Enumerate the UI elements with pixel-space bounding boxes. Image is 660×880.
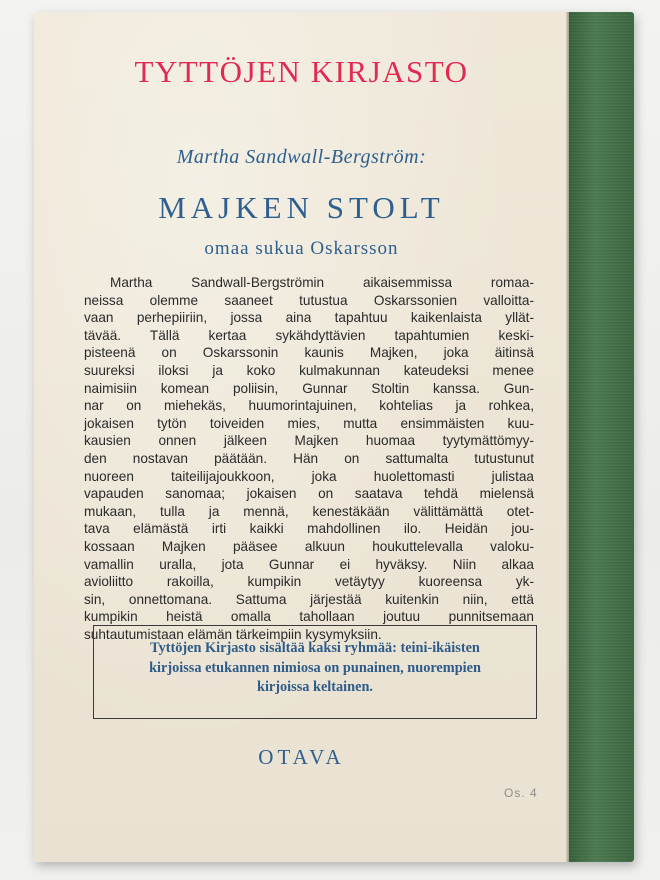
description-line: vaan perhepiiriin, jossa aina tapahtuu kaikenlaista yllät- bbox=[84, 310, 534, 326]
book-description bbox=[84, 274, 534, 643]
description-line: nuoreen taiteilijajoukkoon, joka huolettomasti julistaa bbox=[84, 468, 534, 484]
description-line: kossaan Majken pääsee alkuun houkuttelevalla valoku- bbox=[84, 538, 534, 554]
info-box-line: kirjoissa keltainen. bbox=[257, 679, 373, 695]
description-line: Martha Sandwall-Bergströmin aikaisemmissa romaa- bbox=[110, 275, 534, 290]
description-line: tävää. Tällä kertaa sykähdyttävien tapahtumien keski- bbox=[84, 327, 534, 343]
book-title: MAJKEN STOLT bbox=[158, 190, 445, 225]
description-line: suureksi iloksi ja koko kulmakunnan kateudeksi menee bbox=[84, 362, 534, 378]
series-info-box bbox=[93, 625, 537, 719]
description-line: kausien onnen jälkeen Majken huomaa tyytymättömyy- bbox=[84, 433, 534, 449]
book-subtitle: omaa sukua Oskarsson bbox=[204, 238, 399, 259]
description-line: tava elämästä irti kaikki mahdollinen ilo. Heidän jou- bbox=[84, 521, 534, 537]
description-line: suhtautumistaan elämän tärkeimpiin kysymyksiin. bbox=[84, 626, 382, 642]
description-line: kumpikin heistä omalla tahollaan joutuu punnitsemaan bbox=[84, 609, 534, 625]
book-spine bbox=[569, 12, 634, 862]
description-line: nar on miehekäs, huumorintajuinen, kohtelias ja rohkea, bbox=[84, 398, 534, 414]
description-line: den nostavan päätään. Hän on sattumalta tutustunut bbox=[84, 450, 534, 466]
series-code: Os. 4 bbox=[504, 786, 538, 800]
description-line: mukaan, tulla ja mennä, kenestäkään välittämättä otet- bbox=[84, 503, 534, 519]
publisher-name: OTAVA bbox=[258, 745, 345, 769]
description-line: pisteenä on Oskarssonin kaunis Majken, joka äitinsä bbox=[84, 345, 534, 361]
description-line: sin, onnettomana. Sattuma järjestää kuitenkin niin, että bbox=[84, 591, 534, 607]
series-title: TYTTÖJEN KIRJASTO bbox=[134, 54, 469, 89]
description-line: vapauden sanomaa; jokaisen on saatava tehdä mielensä bbox=[84, 486, 534, 502]
back-cover bbox=[34, 12, 569, 862]
author-name: Martha Sandwall-Bergström: bbox=[176, 146, 427, 168]
info-box-line: kirjoissa etukannen nimiosa on punainen, nuorempien bbox=[149, 659, 481, 676]
info-box-line: Tyttöjen Kirjasto sisältää kaksi ryhmää: teini-ikäisten bbox=[150, 640, 480, 656]
description-line: neissa olemme saaneet tutustua Oskarssonien valloitta- bbox=[84, 292, 534, 308]
description-line: naimisiin komean poliisin, Gunnar Stoltin kanssa. Gun- bbox=[84, 380, 534, 396]
description-line: vamallin uralla, jota Gunnar ei hyväksy. Niin alkaa bbox=[84, 556, 534, 572]
description-line: avioliitto rakoilla, kumpikin vetäytyy kuoreensa yk- bbox=[84, 574, 534, 590]
book bbox=[34, 12, 634, 862]
description-line: jokaisen tytön toiveiden mies, mutta ensimmäisten kuu- bbox=[84, 415, 534, 431]
